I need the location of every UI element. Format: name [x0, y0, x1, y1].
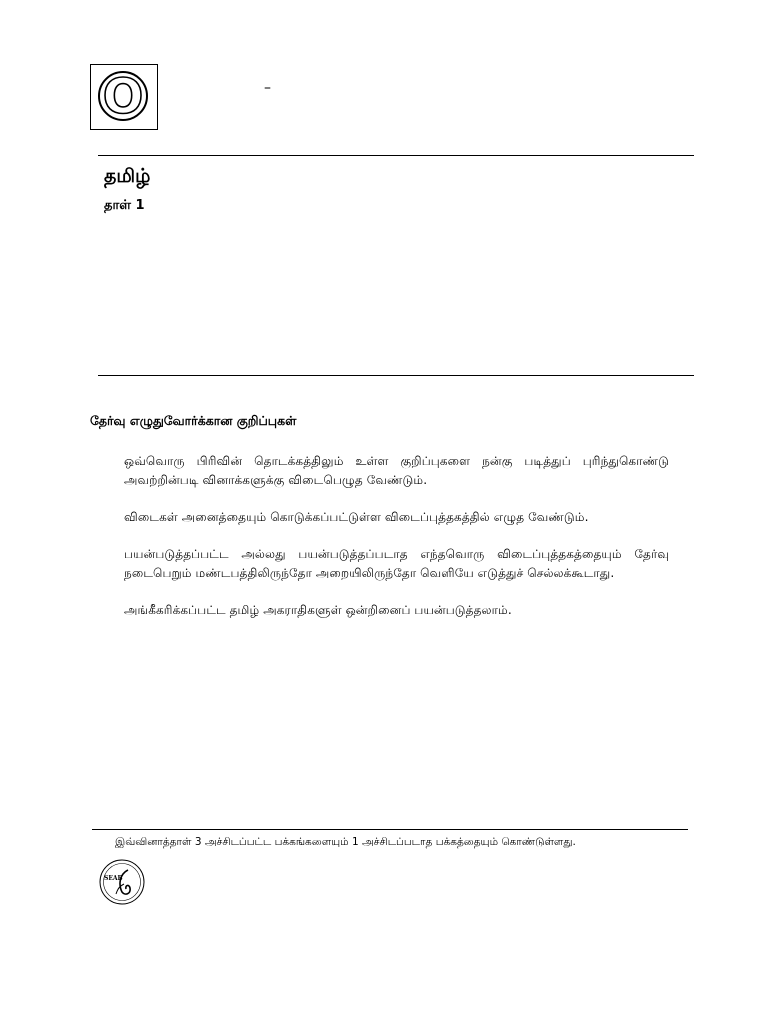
grade-level-box	[90, 64, 158, 130]
footer-divider	[92, 829, 688, 830]
paper-number: தாள் 1	[104, 198, 145, 213]
page-count-note: இவ்வினாத்தாள் 3 அச்சிடப்பட்ட பக்கங்களையும் 1 அச்சிடப்படாத பக்கத்தையும் கொண்டுள்ளது.	[115, 836, 576, 848]
instructions-list	[124, 452, 669, 638]
middle-divider	[98, 375, 694, 376]
header-dash: –	[264, 80, 271, 96]
instructions-heading: தேர்வு எழுதுவோர்க்கான குறிப்புகள்	[90, 413, 297, 428]
seab-seal-logo	[98, 858, 146, 906]
grade-letter-emblem	[98, 69, 148, 125]
instruction-item: பயன்படுத்தப்பட்ட அல்லது பயன்படுத்தப்படாத எந்தவொரு விடைப்புத்தகத்தையும் தேர்வு நடைபெறும் மண்டபத்திலிருந்தோ அறையிலிருந்தோ வெளியே எடுத்துச் செல்லக்கூடாது.	[124, 547, 669, 580]
top-divider	[98, 155, 694, 156]
instruction-item: ஒவ்வொரு பிரிவின் தொடக்கத்திலும் உள்ள குறிப்புகளை நன்கு படித்துப் புரிந்துகொண்டு அவற்றின்படி வினாக்களுக்கு விடைபெழுத வேண்டும்.	[124, 454, 669, 487]
instruction-item: அங்கீகரிக்கப்பட்ட தமிழ் அகராதிகளுள் ஒன்றினைப் பயன்படுத்தலாம்.	[124, 603, 512, 617]
instruction-item: விடைகள் அனைத்தையும் கொடுக்கப்பட்டுள்ள விடைப்புத்தகத்தில் எழுத வேண்டும்.	[124, 510, 589, 524]
grade-letter: O	[102, 69, 144, 125]
subject-title: தமிழ்	[104, 165, 151, 187]
seal-text: SEAB	[104, 875, 123, 882]
